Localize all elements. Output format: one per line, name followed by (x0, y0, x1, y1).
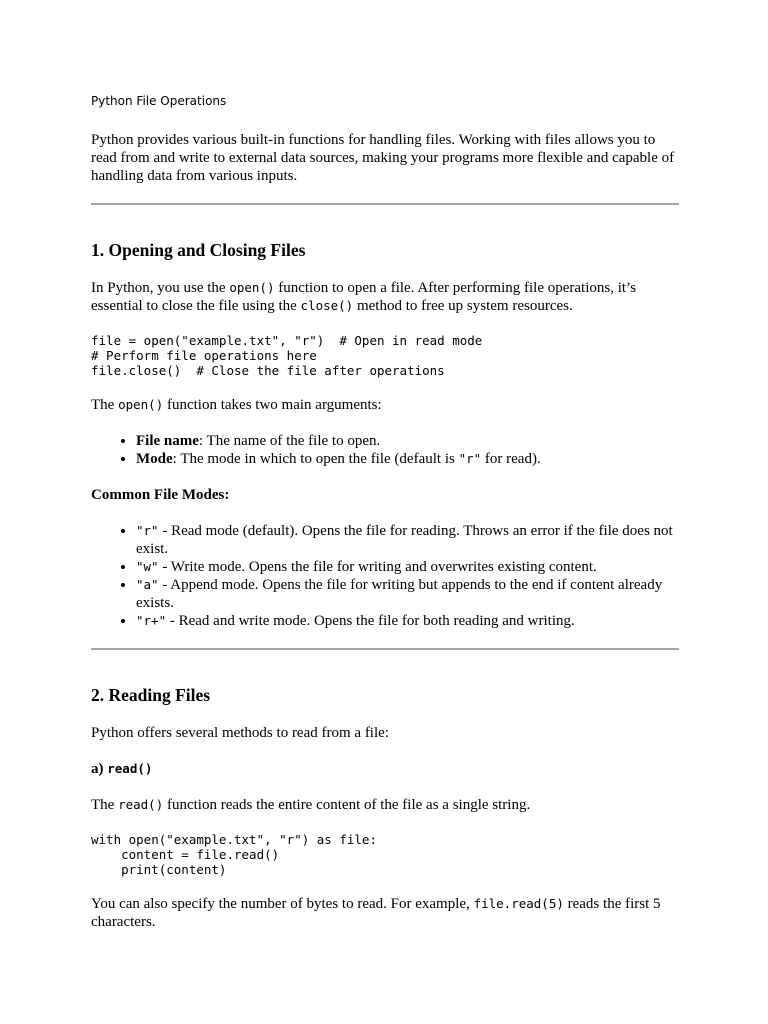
list-item (136, 432, 679, 450)
text-run: : The name of the file to open. (198, 433, 381, 449)
inline-code-mode: "r+" (136, 613, 167, 628)
section-divider (91, 648, 679, 650)
text-run: The (91, 397, 119, 413)
code-block-open-close: file = open("example.txt", "r") # Open in read mode # Perform file operations here file.close() # Close the file after operations (91, 333, 483, 378)
text-run: function takes two main arguments: (163, 397, 382, 413)
text-run: function to open a file. After performing file operations, it’s essential to close the file using the (91, 280, 637, 314)
list-item (136, 576, 679, 612)
text-run: method to free up system resources. (353, 298, 573, 314)
term-mode: Mode (136, 451, 173, 467)
section-heading-opening-closing: 1. Opening and Closing Files (91, 240, 306, 260)
text-run: for read). (481, 451, 541, 467)
list-item (136, 450, 679, 468)
document-body (91, 131, 679, 949)
text-run: - Write mode. Opens the file for writing and overwrites existing content. (158, 559, 597, 575)
reading-intro-paragraph: Python offers several methods to read from a file: (91, 725, 389, 741)
text-run: In Python, you use the (91, 280, 230, 296)
inline-code-open: open() (118, 397, 164, 412)
text-run: reads the first 5 characters. (91, 896, 661, 930)
subsection-heading-read (91, 760, 679, 778)
inline-code-mode: "r" (136, 523, 159, 538)
inline-code-read-bytes: file.read(5) (473, 896, 564, 911)
opening-paragraph (91, 279, 679, 315)
read-description-paragraph (91, 796, 679, 814)
text-run: - Read mode (default). Opens the file for reading. Throws an error if the file does not exist. (136, 523, 673, 557)
inline-code-mode: "w" (136, 559, 159, 574)
subsection-label: a) (91, 761, 108, 777)
section-divider (91, 203, 679, 205)
text-run: : The mode in which to open the file (default is (172, 451, 459, 467)
text-run: - Read and write mode. Opens the file for both reading and writing. (166, 613, 575, 629)
list-item (136, 522, 679, 558)
inline-code-mode: "a" (136, 577, 159, 592)
inline-code-open: open() (229, 280, 275, 295)
intro-paragraph: Python provides various built-in functions for handling files. Working with files allows you to read from and write to external data sources, making your programs more flexible and capable of handling data from various inputs. (91, 132, 675, 184)
page-header-title: Python File Operations (91, 94, 227, 108)
inline-code-read: read() (107, 761, 153, 776)
read-bytes-paragraph (91, 895, 679, 931)
text-run: You can also specify the number of bytes to read. For example, (91, 896, 474, 912)
inline-code-mode: "r" (458, 451, 482, 466)
term-file-name: File name (136, 433, 199, 449)
list-item (136, 558, 679, 576)
text-run: The (91, 797, 119, 813)
open-arguments-paragraph (91, 396, 679, 414)
file-modes-heading: Common File Modes: (91, 487, 230, 503)
list-item (136, 612, 679, 630)
arguments-list (91, 432, 679, 468)
text-run: function reads the entire content of the file as a single string. (163, 797, 531, 813)
text-run: - Append mode. Opens the file for writing but appends to the end if content already exists. (136, 577, 663, 611)
section-heading-reading-files: 2. Reading Files (91, 685, 211, 705)
inline-code-read: read() (118, 797, 164, 812)
file-modes-list (91, 522, 679, 630)
inline-code-close: close() (300, 298, 354, 313)
code-block-read: with open("example.txt", "r") as file: content = file.read() print(content) (91, 832, 377, 877)
